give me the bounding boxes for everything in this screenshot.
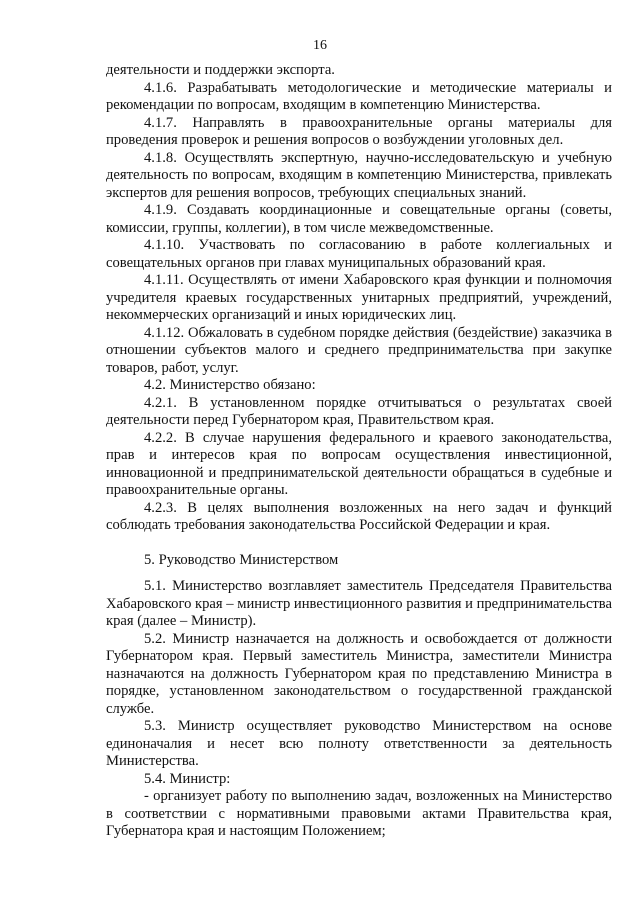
paragraph: 4.1.8. Осуществлять экспертную, научно-исследовательскую и учебную деятельность по вопросам, входящим в компетенцию Министерства, привлекать экспертов для решения вопросов, требующих специальных знаний. [106, 149, 612, 201]
paragraph: 4.2. Министерство обязано: [144, 377, 316, 393]
document-body [106, 62, 612, 841]
paragraph: - организует работу по выполнению задач, возложенных на Министерство в соответствии с нормативными правовыми актами Правительства края, Губернатора края и настоящим Положением; [106, 788, 612, 839]
paragraph: 4.2.2. В случае нарушения федерального и краевого законодательства, прав и интересов края по вопросам осуществления инвестиционной, инновационной и предпринимательской деятельности обращаться в судебные и правоохранительные органы. [106, 429, 612, 498]
paragraph: 5.1. Министерство возглавляет заместитель Председателя Правительства Хабаровского края – министр инвестиционного развития и предпринимательства края (далее – Министр). [106, 578, 612, 629]
paragraph: 4.1.6. Разрабатывать методологические и методические материалы и рекомендации по вопросам, входящим в компетенцию Министерства. [106, 79, 612, 113]
paragraph: 4.2.1. В установленном порядке отчитываться о результатах своей деятельности перед Губернатором края, Правительством края. [106, 394, 612, 428]
paragraph: 4.1.10. Участвовать по согласованию в работе коллегиальных и совещательных органов при главах муниципальных образований края. [106, 237, 612, 271]
paragraph: 5.4. Министр: [144, 770, 231, 787]
section-heading: 5. Руководство Министерством [144, 551, 339, 568]
paragraph: 4.1.12. Обжаловать в судебном порядке действия (бездействие) заказчика в отношении субъектов малого и среднего предпринимательства при закупке товаров, работ, услуг. [106, 324, 612, 376]
paragraph: 4.1.9. Создавать координационные и совещательные органы (советы, комиссии, группы, коллегии), в том числе межведомственные. [106, 202, 612, 236]
page-number: 16 [313, 38, 327, 53]
paragraph: 4.1.7. Направлять в правоохранительные органы материалы для проведения проверок и решения вопросов о возбуждении уголовных дел. [106, 114, 612, 148]
paragraph: 4.2.3. В целях выполнения возложенных на него задач и функций соблюдать требования законодательства Российской Федерации и края. [106, 499, 612, 533]
paragraph: деятельности и поддержки экспорта. [106, 62, 335, 78]
paragraph: 4.1.11. Осуществлять от имени Хабаровского края функции и полномочия учредителя краевых государственных унитарных предприятий, учреждений, некоммерческих организаций и иных юридических лиц. [106, 272, 612, 323]
paragraph: 5.3. Министр осуществляет руководство Министерством на основе единоначалия и несет всю полноту ответственности за деятельность Министерства. [106, 718, 612, 769]
paragraph: 5.2. Министр назначается на должность и освобождается от должности Губернатором края. Первый заместитель Министра, заместители Министра назначаются на должность Губернатором края по представлению Министра в порядке, установленном законодательством о государственной гражданской службе. [106, 630, 612, 717]
